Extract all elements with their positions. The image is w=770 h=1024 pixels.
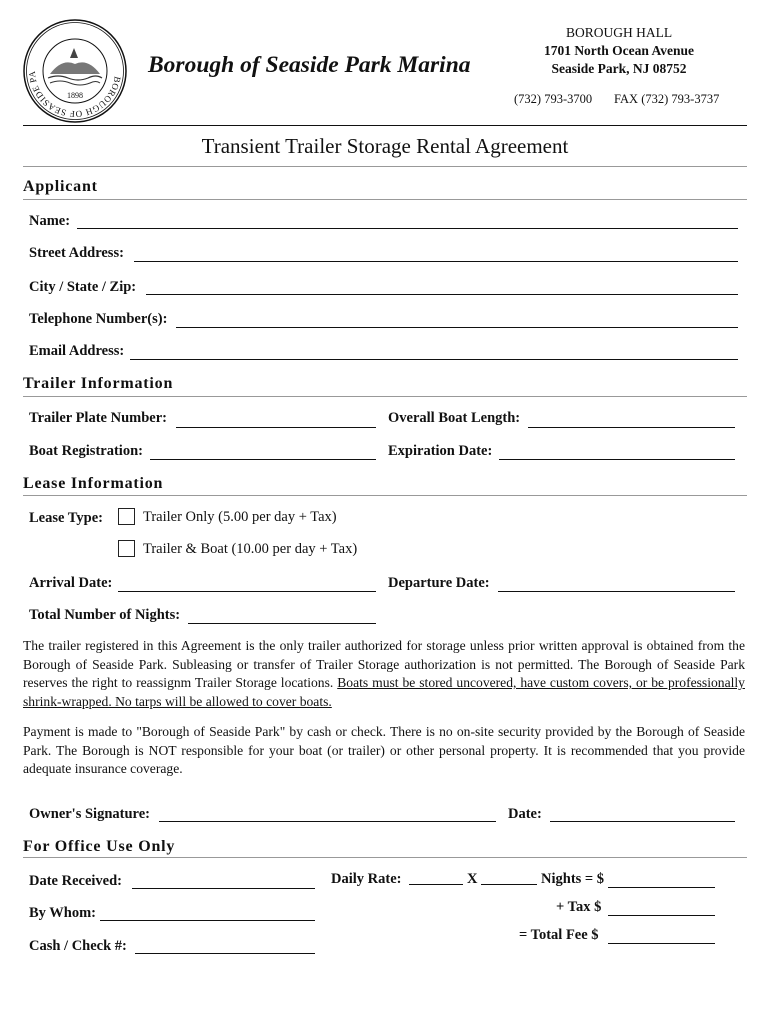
borough-hall-label: BOROUGH HALL [565,25,673,40]
seal-year: 1898 [67,91,83,100]
expiration-label: Expiration Date: [388,443,493,459]
arrival-field[interactable] [118,591,376,592]
trailer-heading: Trailer Information [23,375,174,392]
nights-field[interactable] [188,623,376,624]
cash-check-field[interactable] [135,953,315,954]
cash-check-label: Cash / Check #: [29,938,127,954]
signature-date-field[interactable] [550,821,735,822]
header-rule [23,125,747,126]
office-nights-field[interactable] [481,884,537,885]
borough-seal [22,18,128,124]
phone-label: Telephone Number(s): [29,311,168,327]
hall-city: Seaside Park, NJ 08752 [551,61,687,76]
date-received-label: Date Received: [29,873,122,889]
applicant-heading: Applicant [23,178,98,195]
total-fee-label: = Total Fee $ [519,927,599,943]
owner-signature-label: Owner's Signature: [29,806,150,822]
title-rule [23,166,747,167]
length-field[interactable] [528,427,735,428]
by-whom-field[interactable] [100,920,315,921]
departure-field[interactable] [498,591,735,592]
email-field[interactable] [130,359,738,360]
hall-fax: FAX (732) 793-3737 [614,92,720,106]
trailer-only-checkbox[interactable] [118,508,135,525]
departure-label: Departure Date: [388,575,490,591]
registration-field[interactable] [150,459,376,460]
registration-label: Boat Registration: [29,443,143,459]
name-label: Name: [29,213,71,229]
city-label: City / State / Zip: [29,279,137,295]
trailer-only-option: Trailer Only (5.00 per day + Tax) [143,509,337,525]
email-label: Email Address: [29,343,125,359]
name-field[interactable] [77,228,738,229]
total-fee-field[interactable] [608,943,715,944]
office-heading: For Office Use Only [23,838,176,855]
signature-date-label: Date: [508,806,542,822]
nights-equals-label: Nights = $ [541,871,605,887]
office-rule [23,857,747,858]
trailer-rule [23,396,747,397]
payment-paragraph: Payment is made to "Borough of Seaside Park" by cash or check. There is no on-site security provided by the Borough of Seaside Park. The Borough is NOT responsible for your boat (or trailer) or other personal property. It is recommended that you provide adequate insurance coverage. [23,724,745,776]
tax-label: + Tax $ [556,899,602,915]
length-label: Overall Boat Length: [388,410,521,426]
applicant-rule [23,199,747,200]
by-whom-label: By Whom: [29,905,97,921]
subtotal-field[interactable] [608,887,715,888]
city-field[interactable] [146,294,738,295]
plate-label: Trailer Plate Number: [29,410,167,426]
tax-field[interactable] [608,915,715,916]
plate-field[interactable] [176,427,376,428]
nights-label: Total Number of Nights: [29,607,181,623]
lease-heading: Lease Information [23,475,164,492]
lease-type-label: Lease Type: [29,510,103,526]
expiration-field[interactable] [499,459,735,460]
lease-rule [23,495,747,496]
owner-signature-field[interactable] [159,821,496,822]
terms-text: The trailer registered in this Agreement is the only trailer authorized for storage unless prior written approval is obtained from the Borough of Seaside Park. Subleasing or transfer of Trailer Storage authorization is not permitted. The Borough of Seaside Park reserves the right to reassignm Trailer Storage locations. [23,638,745,690]
times-sign: X [467,871,478,887]
trailer-boat-checkbox[interactable] [118,540,135,557]
street-label: Street Address: [29,245,124,261]
hall-street: 1701 North Ocean Avenue [543,43,695,58]
arrival-label: Arrival Date: [29,575,113,591]
marina-title: Borough of Seaside Park Marina [148,52,471,78]
phone-field[interactable] [176,327,738,328]
form-title: Transient Trailer Storage Rental Agreement [201,134,569,158]
date-received-field[interactable] [132,888,315,889]
daily-rate-label: Daily Rate: [331,871,402,887]
terms-paragraph [23,637,745,711]
terms-covers-rule: Boats must be stored uncovered, have custom covers, or be professionally shrink-wrapped. No tarps will be allowed to cover boats. [23,675,745,709]
hall-phone: (732) 793-3700 [514,92,593,106]
street-field[interactable] [134,261,738,262]
seal-ring-text: BOROUGH OF SEASIDE PA [26,70,123,120]
daily-rate-field[interactable] [409,884,463,885]
trailer-boat-option: Trailer & Boat (10.00 per day + Tax) [143,541,358,557]
